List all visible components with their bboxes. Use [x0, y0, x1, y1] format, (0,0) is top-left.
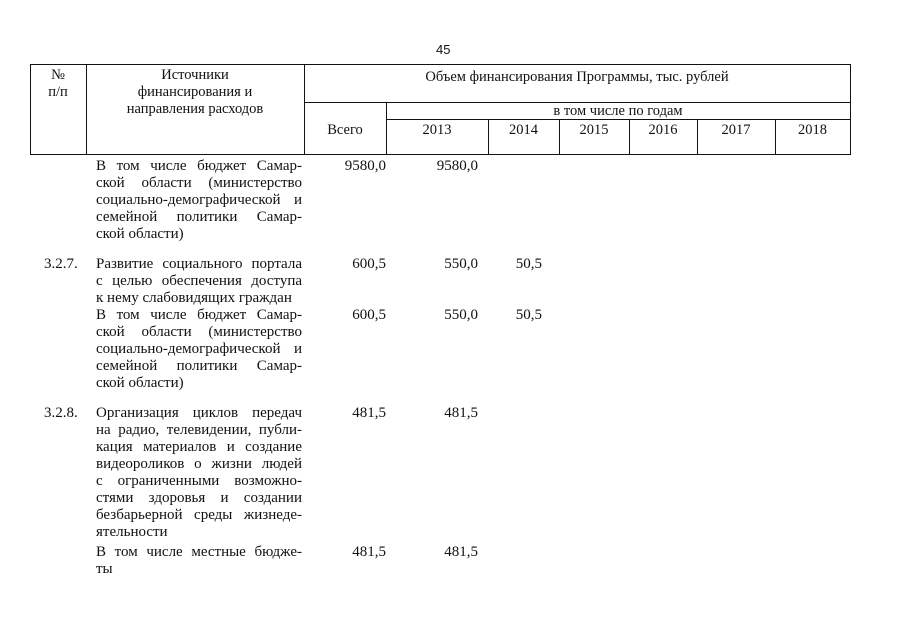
row-2013: 550,0	[444, 256, 478, 272]
row-number: 3.2.7.	[44, 256, 78, 272]
row-total: 600,5	[352, 256, 386, 272]
row-line: ской области)	[96, 375, 184, 391]
row-line: В том числе бюджет Самар-	[96, 307, 302, 323]
row-number: 3.2.8.	[44, 405, 78, 421]
row-2013: 481,5	[444, 405, 478, 421]
row-2013: 481,5	[444, 544, 478, 560]
row-line: видеороликов о жизни людей	[96, 456, 302, 472]
row-line: ской области)	[96, 226, 184, 242]
header-by-years: в том числе по годам	[553, 103, 683, 119]
header-year-2013: 2013	[422, 122, 452, 138]
row-line: семейной политики Самар-	[96, 209, 302, 225]
header-year-2015: 2015	[579, 122, 609, 138]
row-line: ской области (министерство	[96, 324, 302, 340]
header-source-line-2: финансирования и	[137, 84, 253, 100]
row-line: социально-демографической и	[96, 341, 302, 357]
header-top-border	[30, 64, 851, 65]
page-number: 45	[436, 42, 451, 57]
header-source-col	[86, 67, 304, 118]
row-total: 481,5	[352, 405, 386, 421]
row-line: ской области (министерство	[96, 175, 302, 191]
table-header	[30, 64, 851, 155]
row-line: с целью обеспечения доступа	[96, 273, 302, 289]
header-total: Всего	[327, 122, 363, 138]
row-line: семейной политики Самар-	[96, 358, 302, 374]
header-year-2018: 2018	[798, 122, 827, 138]
row-description	[96, 158, 302, 243]
row-line: Организация циклов передач	[96, 405, 302, 421]
row-description	[96, 405, 302, 541]
row-2013: 550,0	[444, 307, 478, 323]
row-line: ты	[96, 561, 113, 577]
row-line: к нему слабовидящих граждан	[96, 290, 292, 306]
header-year-2016: 2016	[648, 122, 678, 138]
row-line: В том числе бюджет Самар-	[96, 158, 302, 174]
row-line: В том числе местные бюдже-	[96, 544, 302, 560]
row-line: безбарьерной среды жизнеде-	[96, 507, 302, 523]
row-total: 600,5	[352, 307, 386, 323]
row-total: 9580,0	[344, 158, 386, 174]
row-line: кация материалов и создание	[96, 439, 302, 455]
header-number-pp: п/п	[48, 84, 68, 100]
header-bottom-border	[30, 154, 851, 155]
row-description	[96, 256, 302, 307]
header-funding-title: Объем финансирования Программы, тыс. рублей	[425, 69, 729, 85]
row-2014: 50,5	[515, 256, 542, 272]
header-number-col	[30, 67, 86, 101]
header-year-2017: 2017	[721, 122, 751, 138]
row-description	[96, 307, 302, 392]
row-2014: 50,5	[515, 307, 542, 323]
row-line: Развитие социального портала	[96, 256, 302, 272]
row-total: 481,5	[352, 544, 386, 560]
row-line: на радио, телевидении, публи-	[96, 422, 302, 438]
row-line: социально-демографической и	[96, 192, 302, 208]
row-line: с ограниченными возможно-	[96, 473, 302, 489]
header-source-line-1: Источники	[161, 67, 229, 83]
header-year-2014: 2014	[509, 122, 538, 138]
header-source-line-3: направления расходов	[126, 101, 264, 117]
header-right-border	[850, 64, 851, 155]
row-line: ятельности	[96, 524, 168, 540]
row-2013: 9580,0	[436, 158, 478, 174]
row-line: стями здоровья и создании	[96, 490, 302, 506]
row-description	[96, 544, 302, 578]
header-number-sign: №	[51, 67, 65, 83]
